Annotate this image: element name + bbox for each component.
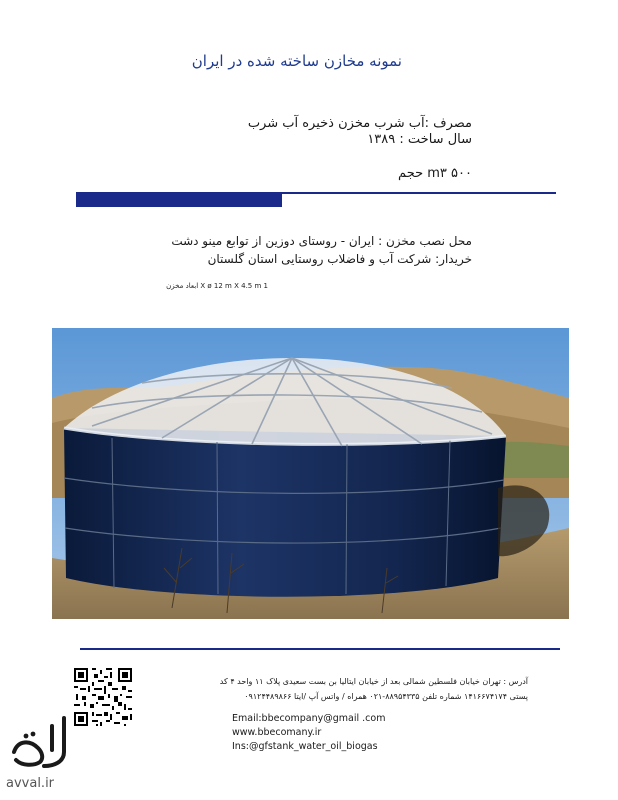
buyer-text: خریدار: شرکت آب و فاضلاب روستایی استان گلستان xyxy=(207,252,472,266)
tank-dimensions: 1 X ø 12 m X 4.5 m ابعاد مخزن xyxy=(166,282,268,290)
address-block xyxy=(220,674,528,704)
qr-code[interactable] xyxy=(72,666,134,728)
address-line-2: پستی ۱۴۱۶۶۷۴۱۷۴ شماره تلفن ۸۸۹۵۴۳۳۵-۰۲۱ همراه / واتس آپ /ایتا ۰۹۱۲۴۴۸۹۸۶۶ xyxy=(244,692,528,701)
brand-logo-icon xyxy=(4,712,78,770)
tank-photo xyxy=(52,328,569,619)
contact-block xyxy=(232,712,432,754)
tank-usage-block xyxy=(180,116,472,148)
installation-block xyxy=(150,232,472,268)
year-text: سال ساخت : ۱۳۸۹ xyxy=(367,132,472,147)
website-link[interactable]: www.bbecomany.ir xyxy=(232,727,322,738)
site-watermark: avval.ir xyxy=(6,776,55,791)
installation-location: محل نصب مخزن : ایران - روستای دوزین از توابع مینو دشت xyxy=(171,234,472,248)
volume-text: m۳ ۵۰۰ حجم xyxy=(398,166,472,181)
email-text[interactable]: Email:bbecompany@gmail .com xyxy=(232,713,386,724)
divider-accent xyxy=(76,194,282,207)
footer-divider xyxy=(80,648,560,650)
instagram-handle[interactable]: Ins:@gfstank_water_oil_biogas xyxy=(232,741,378,752)
logo-text: تماوّل xyxy=(4,712,7,713)
usage-text: مصرف :آب شرب مخزن ذخیره آب شرب xyxy=(247,116,472,131)
address-line-1: آدرس : تهران خیابان فلسطین شمالی بعد از خیابان ایتالیا بن بست سعیدی پلاک ۱۱ واحد ۴ کد xyxy=(219,677,528,686)
page-title: نمونه مخازن ساخته شده در ایران xyxy=(191,52,402,70)
